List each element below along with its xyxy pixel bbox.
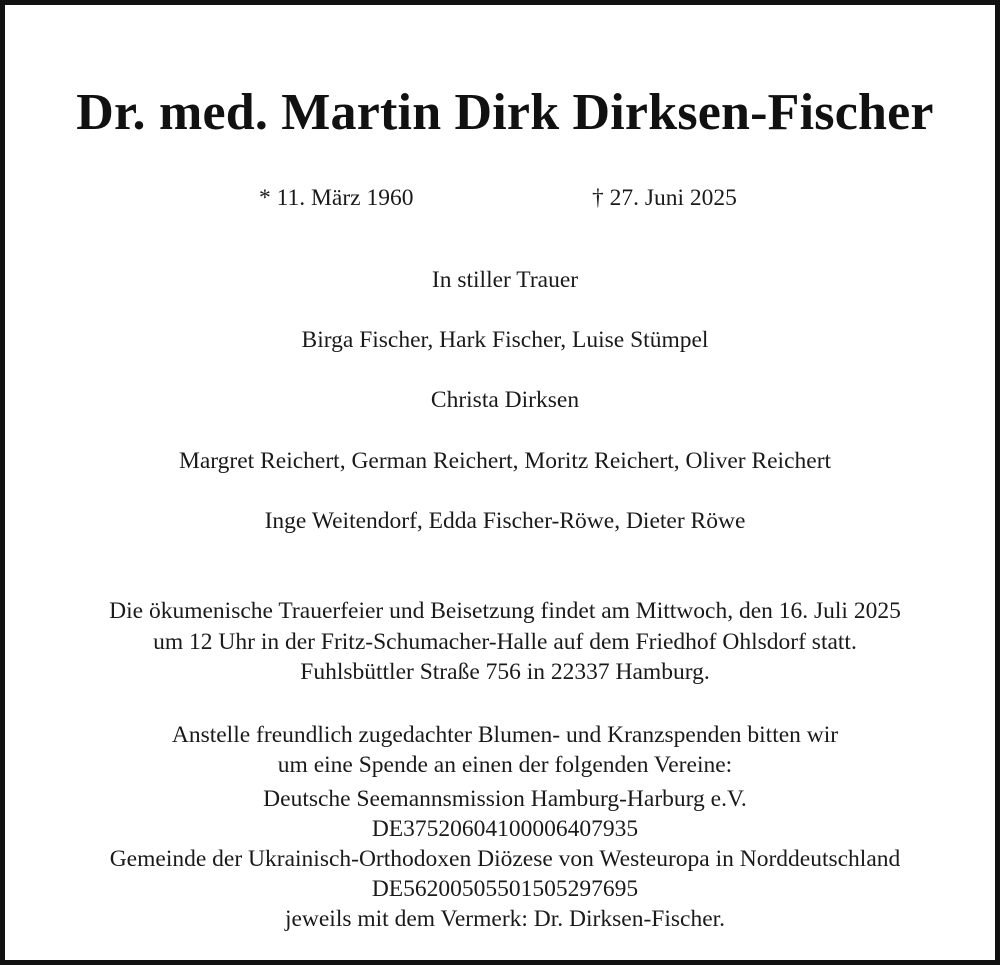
ceremony-address: Fuhlsbüttler Straße 756 in 22337 Hamburg. <box>300 659 710 685</box>
donation-recipient-1-iban: DE37520604100006407935 <box>371 816 639 842</box>
donation-note: jeweils mit dem Vermerk: Dr. Dirksen-Fischer. <box>284 906 726 932</box>
ceremony-line-1: Die ökumenische Trauerfeier und Beisetzung findet am Mittwoch, den 16. Juli 2025 <box>109 598 901 624</box>
birth-date: * 11. März 1960 <box>259 185 414 211</box>
mourner-family-4: Inge Weitendorf, Edda Fischer-Röwe, Dieter Röwe <box>264 508 746 534</box>
life-dates <box>5 183 1000 213</box>
mourning-intro: In stiller Trauer <box>431 267 579 293</box>
ceremony-line-2: um 12 Uhr in der Fritz-Schumacher-Halle auf dem Friedhof Ohlsdorf statt. <box>153 629 857 655</box>
mourner-family-1: Birga Fischer, Hark Fischer, Luise Stümpel <box>301 327 709 353</box>
donation-recipient-2-name: Gemeinde der Ukrainisch-Orthodoxen Diözese von Westeuropa in Norddeutschland <box>109 846 901 872</box>
deceased-name: Dr. med. Martin Dirk Dirksen-Fischer <box>76 84 934 141</box>
mourner-family-3: Margret Reichert, German Reichert, Moritz Reichert, Oliver Reichert <box>178 448 832 474</box>
donation-intro-2: um eine Spende an einen der folgenden Vereine: <box>277 752 733 778</box>
mourner-family-2: Christa Dirksen <box>430 387 580 413</box>
death-date: † 27. Juni 2025 <box>592 185 737 211</box>
donation-recipient-1-name: Deutsche Seemannsmission Hamburg-Harburg e.V. <box>263 786 747 812</box>
donation-intro-1: Anstelle freundlich zugedachter Blumen- und Kranzspenden bitten wir <box>171 722 839 748</box>
donation-recipient-2-iban: DE56200505501505297695 <box>371 876 639 902</box>
